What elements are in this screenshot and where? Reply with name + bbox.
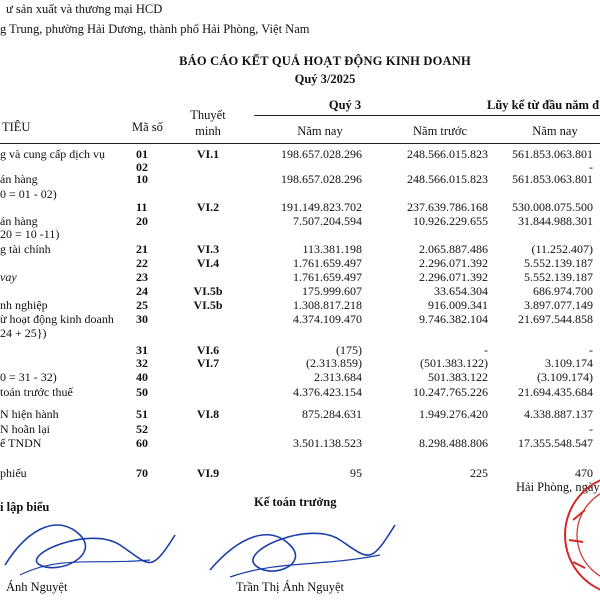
cell-q-last: 33.654.304: [434, 284, 488, 298]
cell-q-last: 248.566.015.823: [407, 172, 488, 186]
cell-q-last: -: [484, 343, 488, 357]
col-indicator-header: TIÊU: [2, 120, 31, 134]
cell-q-this: 2.313.684: [314, 370, 362, 384]
cell-note: VI.3: [196, 242, 220, 256]
cell-ytd: -: [589, 160, 593, 174]
cell-label: phiếu: [0, 466, 27, 480]
col-note-header-1: Thuyết: [190, 108, 226, 122]
cell-ytd: 686.974.700: [533, 284, 593, 298]
cell-q-this: 1.308.817.218: [293, 298, 362, 312]
cell-code: 50: [136, 385, 148, 399]
cell-note: VI.5b: [193, 298, 223, 312]
cell-ytd: 561.853.063.801: [512, 147, 593, 161]
cell-code: 60: [136, 436, 148, 450]
cell-ytd: 4.338.887.137: [524, 407, 593, 421]
cell-code: 51: [136, 407, 148, 421]
cell-label: 0 = 31 - 32): [0, 370, 57, 384]
cell-label: N hoãn lại: [0, 422, 50, 436]
cell-q-this: 1.761.659.497: [293, 270, 362, 284]
cell-ytd: 31.844.988.301: [518, 214, 593, 228]
company-address: g Trung, phường Hải Dương, thành phố Hải Phòng, Việt Nam: [0, 22, 310, 36]
cell-code: 31: [136, 343, 148, 357]
cell-q-this: 875.284.631: [302, 407, 362, 421]
cell-note: VI.9: [196, 466, 220, 480]
cell-code: 40: [136, 370, 148, 384]
cell-ytd: 21.694.435.684: [518, 385, 593, 399]
preparer-signature-icon: [0, 505, 180, 585]
cell-q-last: 8.298.488.806: [419, 436, 488, 450]
cell-label: án hàng: [0, 214, 38, 228]
cell-ytd: 21.697.544.858: [518, 312, 593, 326]
ytd-group-header: Lũy kế từ đầu năm đ: [487, 98, 600, 112]
cell-code: 10: [136, 172, 148, 186]
cell-q-last: 1.949.276.420: [419, 407, 488, 421]
cell-code: 25: [136, 298, 148, 312]
report-title: BÁO CÁO KẾT QUẢ HOẠT ĐỘNG KINH DOANH: [179, 54, 471, 68]
cell-q-this: 4.376.423.154: [293, 385, 362, 399]
cell-label: g và cung cấp dịch vụ: [0, 147, 105, 161]
cell-ytd: -: [589, 422, 593, 436]
cell-q-last: 10.247.765.226: [413, 385, 488, 399]
cell-ytd: -: [589, 343, 593, 357]
cell-label: 24 + 25}): [0, 326, 47, 340]
cell-note: VI.7: [196, 356, 220, 370]
company-name: ư sản xuất và thương mại HCD: [6, 2, 163, 16]
accountant-title: Kế toán trưởng: [254, 495, 337, 509]
cell-q-last: 10.926.229.655: [413, 214, 488, 228]
cell-ytd: 530.008.075.500: [512, 200, 593, 214]
cell-label: ế TNDN: [0, 436, 42, 450]
cell-ytd: (3.109.174): [537, 370, 593, 384]
cell-note: VI.6: [196, 343, 220, 357]
cell-code: 01: [136, 147, 148, 161]
cell-q-last: 237.639.786.168: [407, 200, 488, 214]
cell-code: 21: [136, 242, 148, 256]
cell-note: VI.2: [196, 200, 220, 214]
cell-q-this: 198.657.028.296: [281, 172, 362, 186]
cell-q-last: 2.065.887.486: [419, 242, 488, 256]
preparer-name: Ánh Nguyệt: [6, 580, 68, 594]
cell-label: nh nghiệp: [0, 298, 48, 312]
quarter-group-header: Quý 3: [328, 98, 362, 112]
cell-label: toán trước thuế: [0, 385, 73, 399]
cell-ytd: 5.552.139.187: [524, 270, 593, 284]
cell-q-this: 198.657.028.296: [281, 147, 362, 161]
cell-label: g tài chính: [0, 242, 51, 256]
col-note-header-2: minh: [195, 124, 221, 138]
cell-code: 23: [136, 270, 148, 284]
cell-q-this: 113.381.198: [302, 242, 362, 256]
cell-q-last: 225: [470, 466, 488, 480]
cell-ytd: 470: [575, 466, 593, 480]
col-this-year-header: Năm nay: [297, 124, 343, 138]
cell-note: VI.8: [196, 407, 220, 421]
cell-q-last: 501.383.122: [428, 370, 488, 384]
cell-q-last: 2.296.071.392: [419, 270, 488, 284]
cell-q-this: 95: [350, 466, 362, 480]
cell-q-this: (175): [336, 343, 362, 357]
cell-code: 24: [136, 284, 148, 298]
cell-note: VI.1: [196, 147, 220, 161]
cell-code: 70: [136, 466, 148, 480]
cell-label: ừ hoạt động kinh doanh: [0, 312, 114, 326]
cell-code: 52: [136, 422, 148, 436]
cell-code: 22: [136, 256, 148, 270]
cell-q-this: 7.507.204.594: [293, 214, 362, 228]
accountant-signature-icon: [200, 505, 400, 585]
cell-q-last: (501.383.122): [420, 356, 488, 370]
report-period: Quý 3/2025: [294, 72, 356, 86]
place-date: Hải Phòng, ngày: [516, 480, 600, 494]
cell-label: 20 = 10 -11): [0, 227, 60, 241]
cell-note: VI.5b: [193, 284, 223, 298]
cell-code: 30: [136, 312, 148, 326]
cell-q-this: 175.999.607: [302, 284, 362, 298]
cell-label: vay: [0, 270, 17, 284]
cell-q-this: 3.501.138.523: [293, 436, 362, 450]
col-code-header: Mã số: [132, 120, 163, 134]
cell-ytd: (11.252.407): [531, 242, 593, 256]
accountant-name: Trần Thị Ánh Nguyệt: [236, 580, 344, 594]
cell-label: N hiện hành: [0, 407, 59, 421]
cell-ytd: 3.109.174: [545, 356, 593, 370]
cell-note: VI.4: [196, 256, 220, 270]
cell-q-this: 4.374.109.470: [293, 312, 362, 326]
cell-ytd: 5.552.139.187: [524, 256, 593, 270]
cell-q-this: 191.149.823.702: [281, 200, 362, 214]
cell-code: 02: [136, 160, 148, 174]
cell-label: 0 = 01 - 02): [0, 187, 57, 201]
cell-code: 20: [136, 214, 148, 228]
cell-ytd: 17.355.548.547: [518, 436, 593, 450]
cell-code: 32: [136, 356, 148, 370]
cell-ytd: 561.853.063.801: [512, 172, 593, 186]
cell-ytd: 3.897.077.149: [524, 298, 593, 312]
cell-q-last: 9.746.382.104: [419, 312, 488, 326]
cell-q-last: 248.566.015.823: [407, 147, 488, 161]
cell-q-this: 1.761.659.497: [293, 256, 362, 270]
cell-q-last: 2.296.071.392: [419, 256, 488, 270]
cell-q-this: (2.313.859): [306, 356, 362, 370]
company-stamp-icon: [555, 470, 600, 600]
cell-code: 11: [136, 200, 148, 214]
col-ytd-this-year-header: Năm nay: [532, 124, 578, 138]
preparer-title: i lập biểu: [0, 500, 50, 514]
cell-label: án hàng: [0, 172, 38, 186]
col-last-year-header: Năm trước: [413, 124, 467, 138]
cell-q-last: 916.009.341: [428, 298, 488, 312]
